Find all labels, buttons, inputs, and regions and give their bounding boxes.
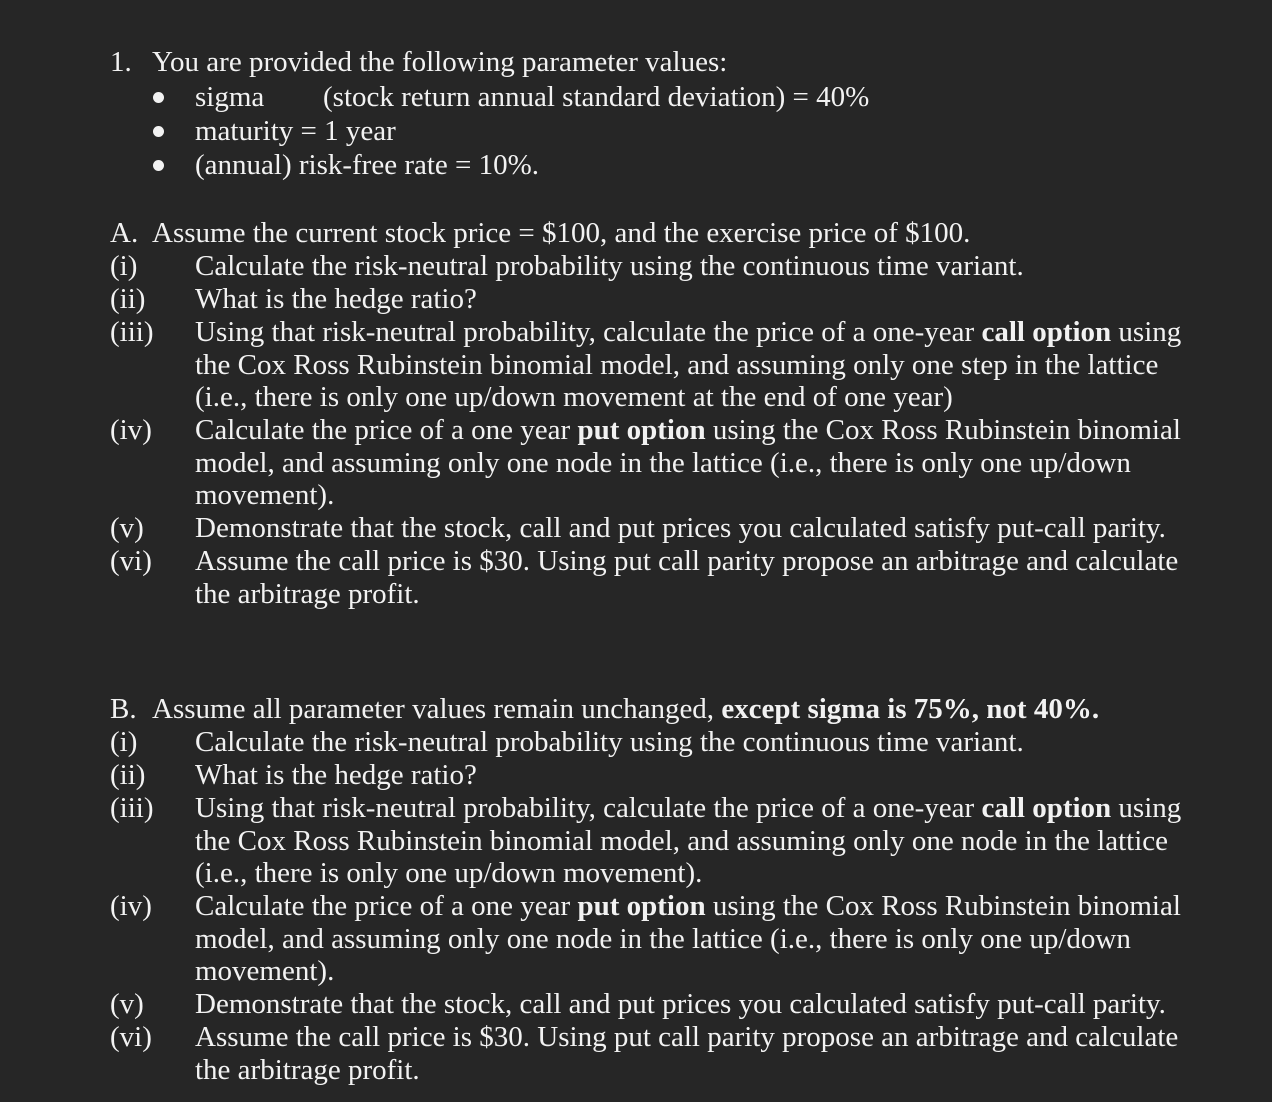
question-intro: You are provided the following parameter values: [152, 46, 728, 78]
part-a-item-iii-number: (iii) [110, 316, 154, 348]
part-b-item-i-text: Calculate the risk-neutral probability using the continuous time variant. [195, 726, 1024, 758]
sigma-change-emphasis: except sigma is 75%, not 40%. [721, 693, 1100, 725]
param-maturity: maturity = 1 year [195, 115, 396, 147]
part-a-item-iv-line3: movement). [195, 479, 335, 511]
part-b-item-ii-number: (ii) [110, 759, 146, 791]
part-a-item-iii-line2: the Cox Ross Rubinstein binomial model, and assuming only one step in the lattice [195, 349, 1159, 381]
bullet-icon [153, 160, 164, 171]
part-a-item-i-text: Calculate the risk-neutral probability using the continuous time variant. [195, 250, 1024, 282]
part-a-item-vi-line2: the arbitrage profit. [195, 578, 420, 610]
part-b-item-vi-number: (vi) [110, 1021, 152, 1053]
part-b-item-v-text: Demonstrate that the stock, call and put prices you calculated satisfy put-call parity. [195, 988, 1166, 1020]
call-option-emphasis: call option [981, 792, 1112, 824]
part-b-item-iii-line2: the Cox Ross Rubinstein binomial model, and assuming only one node in the lattice [195, 825, 1169, 857]
part-b-item-iii-number: (iii) [110, 792, 154, 824]
part-a-item-iv-line2: model, and assuming only one node in the lattice (i.e., there is only one up/down [195, 447, 1131, 479]
part-a-heading: Assume the current stock price = $100, and the exercise price of $100. [152, 217, 971, 249]
part-b-heading: Assume all parameter values remain unchanged, except sigma is 75%, not 40%. [152, 693, 1100, 725]
part-b-item-iv-line2: model, and assuming only one node in the lattice (i.e., there is only one up/down [195, 923, 1131, 955]
part-a-item-vi-line1: Assume the call price is $30. Using put call parity propose an arbitrage and calculate [195, 545, 1179, 577]
part-b-item-iii-line1: Using that risk-neutral probability, calculate the price of a one-year call option using [195, 792, 1182, 824]
part-b-item-ii-text: What is the hedge ratio? [195, 759, 477, 791]
part-b-item-iv-number: (iv) [110, 890, 152, 922]
param-sigma-name: sigma [195, 81, 265, 113]
bullet-icon [153, 92, 164, 103]
part-a-item-iv-line1: Calculate the price of a one year put option using the Cox Ross Rubinstein binomial [195, 414, 1181, 446]
param-risk-free-rate: (annual) risk-free rate = 10%. [195, 149, 540, 181]
part-a-item-i-number: (i) [110, 250, 138, 282]
part-b-item-v-number: (v) [110, 988, 144, 1020]
part-a-item-v-number: (v) [110, 512, 144, 544]
question-number: 1. [110, 46, 132, 78]
part-a-item-iii-line3: (i.e., there is only one up/down movement at the end of one year) [195, 381, 953, 413]
part-b-item-vi-line1: Assume the call price is $30. Using put call parity propose an arbitrage and calculate [195, 1021, 1179, 1053]
part-a-item-ii-number: (ii) [110, 283, 146, 315]
part-a-item-ii-text: What is the hedge ratio? [195, 283, 477, 315]
part-a-item-iv-number: (iv) [110, 414, 152, 446]
call-option-emphasis: call option [981, 316, 1112, 348]
put-option-emphasis: put option [577, 414, 706, 446]
part-b-label: B. [110, 693, 137, 725]
part-a-item-vi-number: (vi) [110, 545, 152, 577]
part-b-item-iv-line1: Calculate the price of a one year put option using the Cox Ross Rubinstein binomial [195, 890, 1181, 922]
part-a-item-v-text: Demonstrate that the stock, call and put prices you calculated satisfy put-call parity. [195, 512, 1166, 544]
part-b-item-iii-line3: (i.e., there is only one up/down movement). [195, 857, 703, 889]
part-a-item-iii-line1: Using that risk-neutral probability, calculate the price of a one-year call option using [195, 316, 1182, 348]
part-b-item-vi-line2: the arbitrage profit. [195, 1054, 420, 1086]
part-b-item-i-number: (i) [110, 726, 138, 758]
part-a-label: A. [110, 217, 139, 249]
part-b-item-iv-line3: movement). [195, 955, 335, 987]
bullet-icon [153, 126, 164, 137]
param-sigma-desc: (stock return annual standard deviation) = 40% [323, 81, 870, 113]
put-option-emphasis: put option [577, 890, 706, 922]
